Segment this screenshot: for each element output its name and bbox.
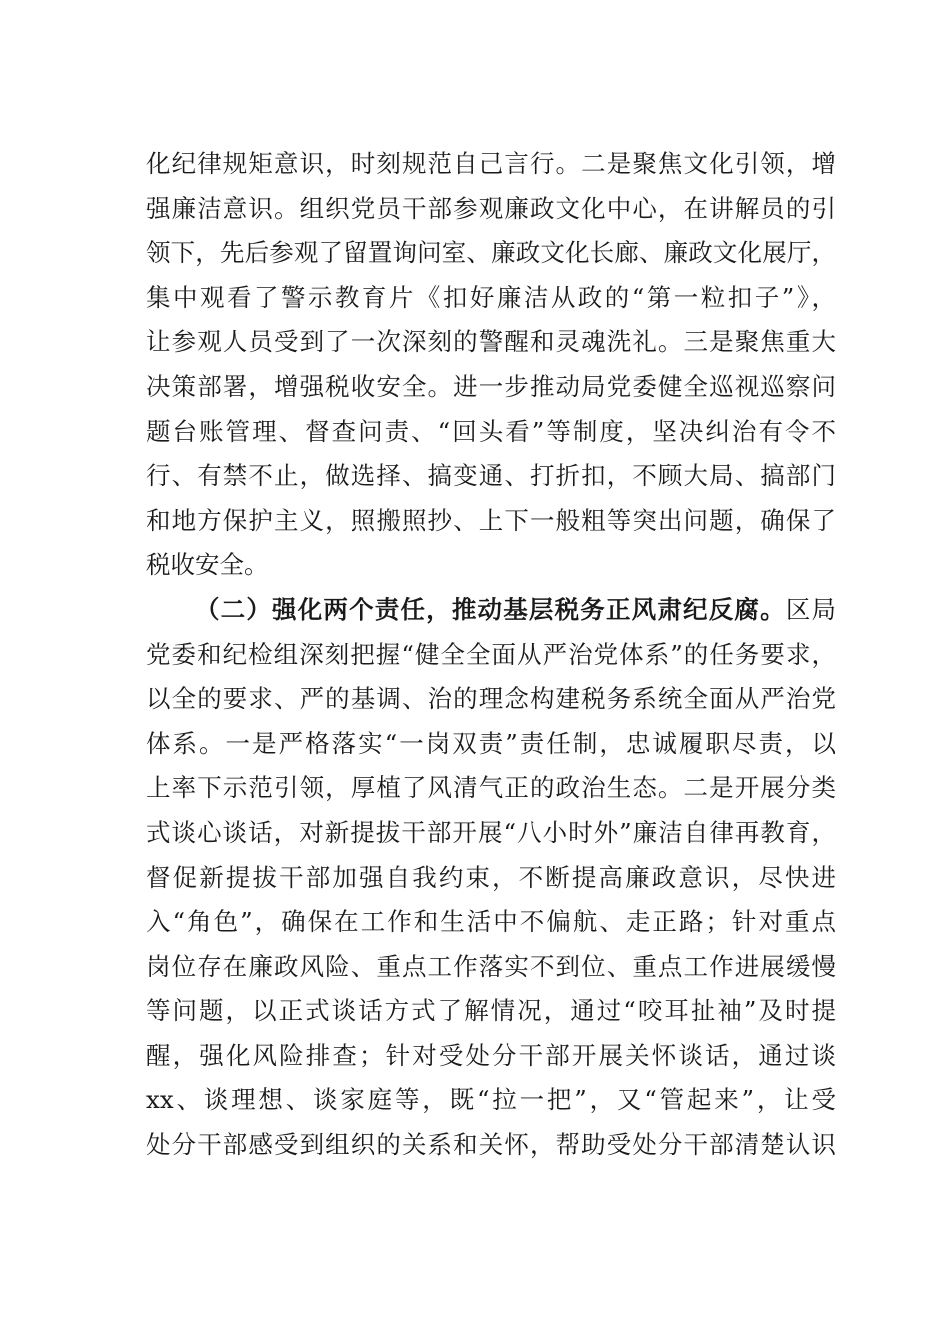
section-heading: （二）强化两个责任，推动基层税务正风肃纪反腐。 — [195, 594, 786, 624]
paragraph-1 — [146, 142, 836, 588]
text-line: 让参观人员受到了一次深刻的警醒和灵魂洗礼。三是聚焦重大 — [146, 327, 836, 357]
text-line: 决策部署，增强税收安全。进一步推动局党委健全巡视巡察问 — [146, 371, 836, 401]
text-line: 体系。一是严格落实“一岗双责”责任制，忠诚履职尽责，以 — [146, 728, 836, 758]
section-heading-line — [146, 588, 836, 633]
heading-line-rest: 区局 — [785, 594, 836, 624]
text-line: 集中观看了警示教育片《扣好廉洁从政的“第一粒扣子”》， — [146, 282, 836, 312]
text-line: 式谈心谈话，对新提拔干部开展“八小时外”廉洁自律再教育， — [146, 817, 836, 847]
text-line: 行、有禁不止，做选择、搞变通、打折扣，不顾大局、搞部门 — [146, 461, 836, 491]
text-line: 党委和纪检组深刻把握“健全全面从严治党体系”的任务要求， — [146, 639, 836, 669]
body-text — [146, 142, 836, 1168]
text-line: 和地方保护主义，照搬照抄、上下一般粗等突出问题，确保了 — [146, 505, 836, 535]
text-line: 处分干部感受到组织的关系和关怀，帮助受处分干部清楚认识 — [146, 1130, 836, 1160]
text-line: xx、谈理想、谈家庭等，既“拉一把”，又“管起来”，让受 — [146, 1085, 836, 1115]
text-line: 督促新提拔干部加强自我约束，不断提高廉政意识，尽快进 — [146, 862, 836, 892]
text-line: 醒，强化风险排查；针对受处分干部开展关怀谈话，通过谈 — [146, 1040, 836, 1070]
text-line: 以全的要求、严的基调、治的理念构建税务系统全面从严治党 — [146, 684, 836, 714]
text-line: 领下，先后参观了留置询问室、廉政文化长廊、廉政文化展厅， — [146, 238, 836, 268]
text-line: 化纪律规矩意识，时刻规范自己言行。二是聚焦文化引领，增 — [146, 149, 836, 178]
text-line: 上率下示范引领，厚植了风清气正的政治生态。二是开展分类 — [146, 773, 836, 803]
text-line: 岗位存在廉政风险、重点工作落实不到位、重点工作进展缓慢 — [146, 951, 836, 981]
text-line: 强廉洁意识。组织党员干部参观廉政文化中心，在讲解员的引 — [146, 193, 836, 223]
text-line: 入“角色”，确保在工作和生活中不偏航、走正路；针对重点 — [146, 907, 836, 937]
text-line: 税收安全。 — [146, 550, 269, 580]
text-line: 等问题，以正式谈话方式了解情况，通过“咬耳扯袖”及时提 — [146, 996, 836, 1026]
paragraph-2 — [146, 588, 836, 1168]
text-line: 题台账管理、督查问责、“回头看”等制度，坚决纠治有令不 — [146, 416, 836, 446]
